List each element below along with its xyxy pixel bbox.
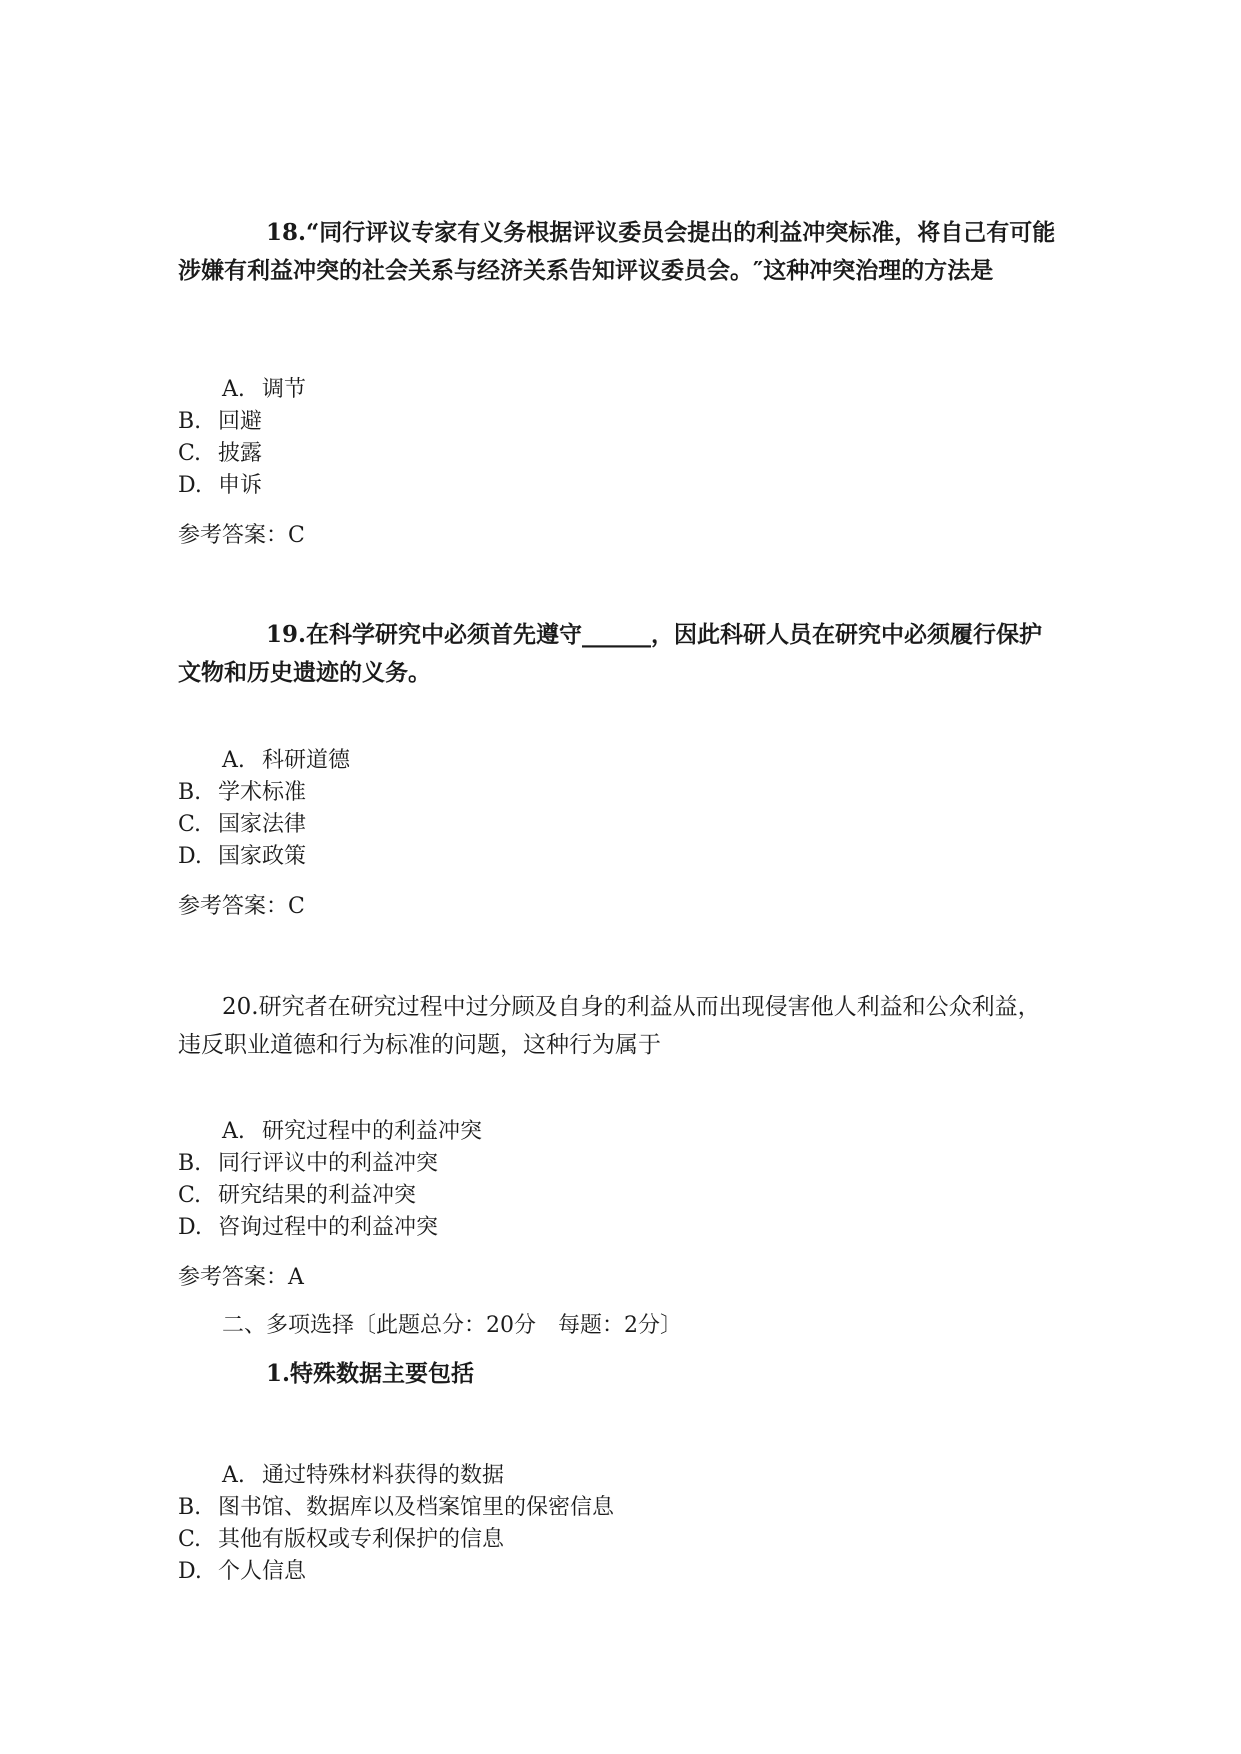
question-20-stem: 20.研究者在研究过程中过分顾及自身的利益从而出现侵害他人利益和公众利益，违反职业道德和行为标准的问题，这种行为属于 [178, 994, 1041, 1058]
option-letter: C. [178, 441, 202, 466]
option-letter: D. [178, 473, 202, 498]
option-text: 研究结果的利益冲突 [218, 1183, 417, 1208]
option-letter: A. [222, 748, 245, 773]
option-text: 调节 [262, 377, 307, 402]
option-letter: A. [222, 377, 245, 402]
option-letter: C. [178, 812, 202, 837]
option-text: 国家法律 [218, 812, 307, 837]
option-letter: D. [178, 844, 202, 869]
option-text: 其他有版权或专利保护的信息 [218, 1527, 505, 1552]
question-20-option-c [178, 1180, 416, 1212]
option-text: 通过特殊材料获得的数据 [262, 1463, 505, 1488]
option-text: 研究过程中的利益冲突 [262, 1119, 483, 1144]
question-20-answer: 参考答案：A [178, 1265, 304, 1290]
option-text: 同行评议中的利益冲突 [218, 1151, 439, 1176]
option-text: 回避 [218, 409, 263, 434]
question-19-answer: 参考答案：C [178, 894, 305, 919]
option-letter: D. [178, 1215, 202, 1240]
option-letter: C. [178, 1183, 202, 1208]
option-text: 咨询过程中的利益冲突 [218, 1215, 439, 1240]
option-text: 学术标准 [218, 780, 307, 805]
section-heading: 二、多项选择〔此题总分：20分 每题：2分〕 [222, 1313, 682, 1338]
option-text: 个人信息 [218, 1559, 307, 1584]
question-18-option-d [178, 470, 262, 502]
option-letter: B. [178, 1495, 202, 1520]
multi-question-1-option-b [178, 1492, 614, 1524]
question-19-option-b [178, 777, 306, 809]
question-19-option-c [178, 809, 306, 841]
option-letter: B. [178, 780, 202, 805]
option-letter: A. [222, 1463, 245, 1488]
option-letter: C. [178, 1527, 202, 1552]
option-text: 申诉 [218, 473, 263, 498]
option-letter: B. [178, 1151, 202, 1176]
question-18-option-c [178, 438, 262, 470]
question-18-stem: 18.“同行评议专家有义务根据评议委员会提出的利益冲突标准，将自己有可能涉嫌有利益冲突的社会关系与经济关系告知评议委员会。″这种冲突治理的方法是 [178, 219, 1056, 284]
question-20-option-a [222, 1116, 482, 1148]
option-text: 图书馆、数据库以及档案馆里的保密信息 [218, 1495, 615, 1520]
option-letter: A. [222, 1119, 245, 1144]
multi-question-1-option-c [178, 1524, 504, 1556]
multi-question-1-stem: 1.特殊数据主要包括 [266, 1360, 475, 1387]
question-20-option-d [178, 1212, 438, 1244]
multi-question-1-option-a [222, 1460, 504, 1492]
question-19-stem: 19.在科学研究中必须首先遵守______，因此科研人员在研究中必须履行保护文物和历史遗迹的义务。 [178, 621, 1043, 686]
question-19-option-d [178, 841, 306, 873]
question-18-option-b [178, 406, 262, 438]
multi-question-1-option-d [178, 1556, 306, 1588]
question-18-option-a [222, 374, 306, 406]
option-letter: D. [178, 1559, 202, 1584]
question-19-option-a [222, 745, 350, 777]
question-20-option-b [178, 1148, 438, 1180]
question-18-answer: 参考答案：C [178, 523, 305, 548]
option-letter: B. [178, 409, 202, 434]
option-text: 披露 [218, 441, 263, 466]
option-text: 科研道德 [262, 748, 351, 773]
option-text: 国家政策 [218, 844, 307, 869]
